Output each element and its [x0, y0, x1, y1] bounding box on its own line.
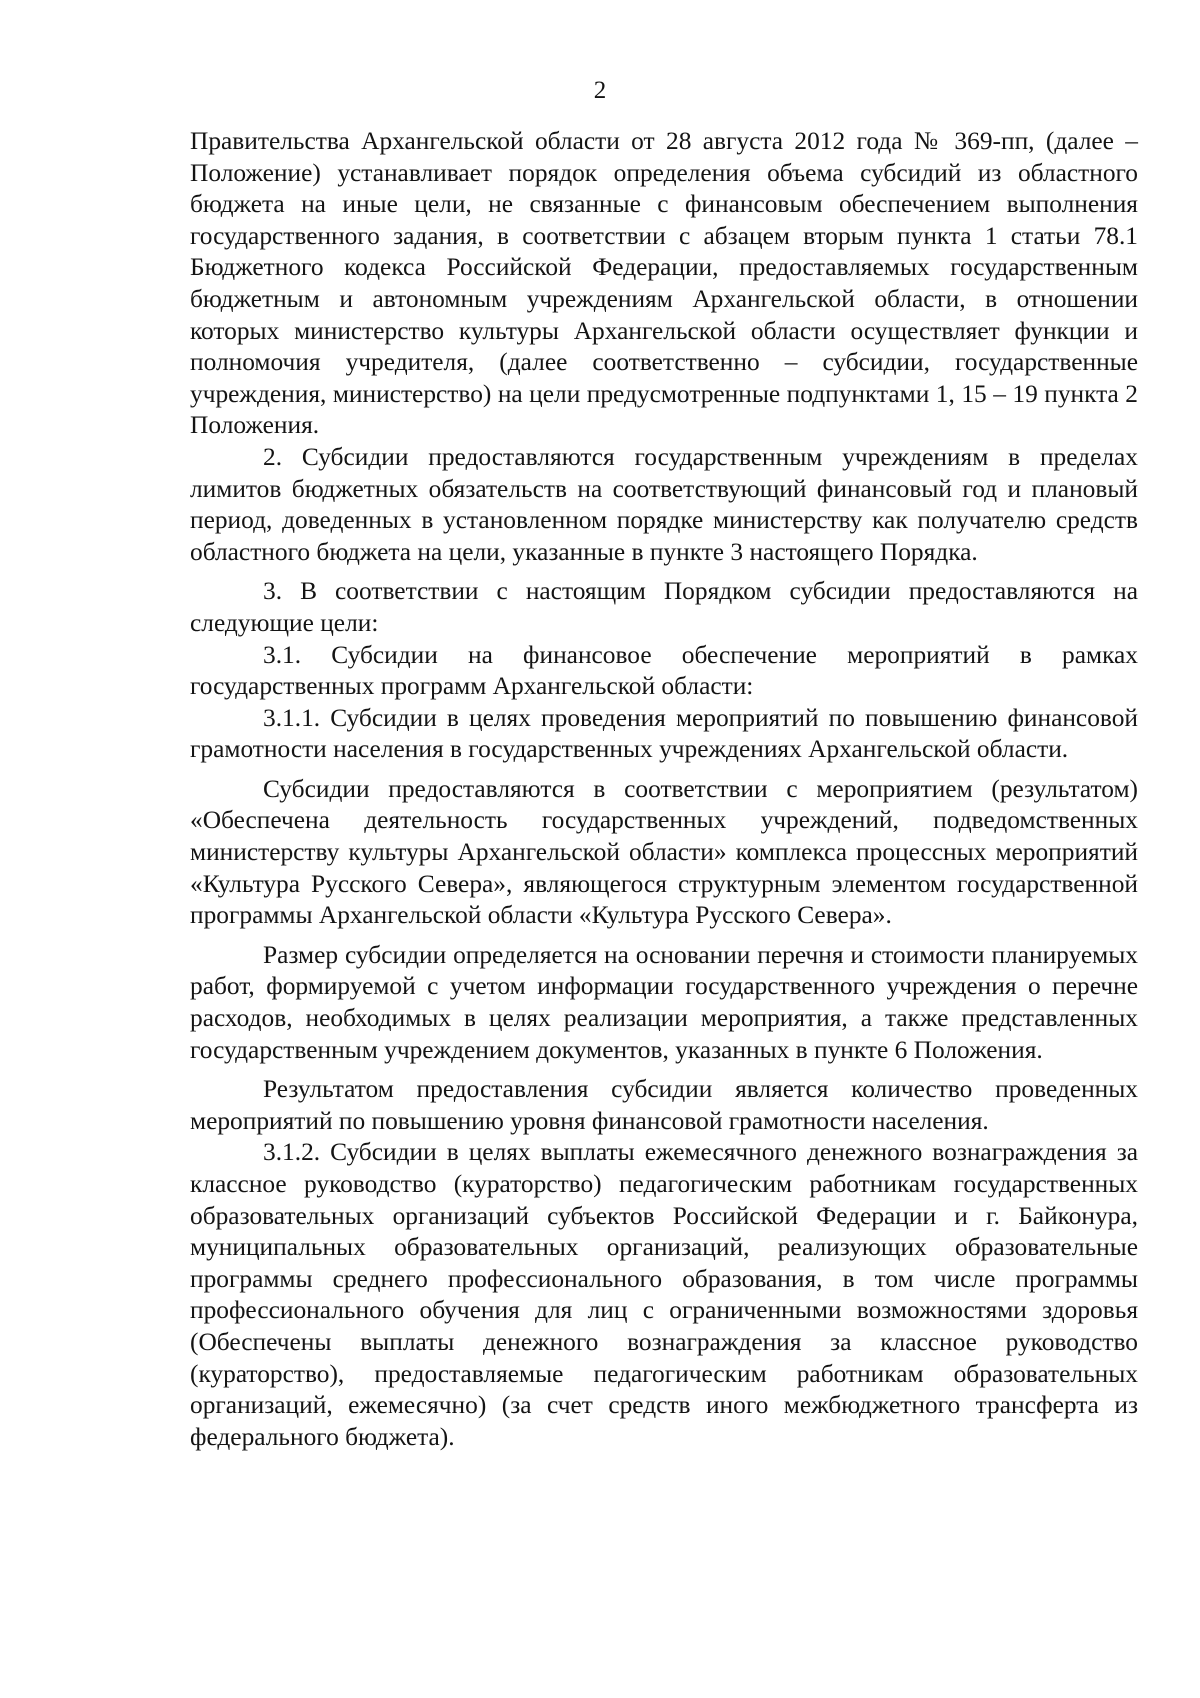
- page-number: 2: [593, 77, 607, 104]
- paragraph-subsidy-amount: Размер субсидии определяется на основании перечня и стоимости планируемых работ, формируемой с учетом информации государственного учреждения о перечне расходов, необходимых в целях реализации мероприятия, а также представленных государственным учреждением документов, указанных в пункте 6 Положения.: [190, 940, 1138, 1064]
- paragraph-subsidy-result: Результатом предоставления субсидии является количество проведенных мероприятий по повышению уровня финансовой грамотности населения.: [190, 1075, 1138, 1135]
- paragraph-item-2: 2. Субсидии предоставляются государственным учреждениям в пределах лимитов бюджетных обязательств на соответствующий финансовый год и плановый период, доведенных в установленном порядке министерству как получателю средств областного бюджета на цели, указанные в пункте 3 настоящего Порядка.: [190, 442, 1138, 566]
- paragraph-item-3-1: 3.1. Субсидии на финансовое обеспечение мероприятий в рамках государственных программ Архангельской области:: [190, 640, 1138, 701]
- document-body: [190, 126, 1138, 1453]
- paragraph-intro: Правительства Архангельской области от 28 августа 2012 года № 369-пп, (далее – Положение) устанавливает порядок определения объема субсидий из областного бюджета на иные цели, не связанные с финансовым обеспечением выполнения государственного задания, в соответствии с абзацем вторым пункта 1 статьи 78.1 Бюджетного кодекса Российской Федерации, предоставляемых государственным бюджетным и автономным учреждениям Архангельской области, в отношении которых министерство культуры Архангельской области осуществляет функции и полномочия учредителя, (далее соответственно – субсидии, государственные учреждения, министерство) на цели предусмотренные подпунктами 1, 15 – 19 пункта 2 Положения.: [190, 127, 1138, 440]
- paragraph-item-3-1-2: 3.1.2. Субсидии в целях выплаты ежемесячного денежного вознаграждения за классное руководство (кураторство) педагогическим работникам государственных образовательных организаций субъектов Российской Федерации и г. Байконура, муниципальных образовательных организаций, реализующих образовательные программы среднего профессионального образования, в том числе программы профессионального обучения для лиц с ограниченными возможностями здоровья (Обеспечены выплаты денежного вознаграждения за классное руководство (кураторство), предоставляемые педагогическим работникам образовательных организаций, ежемесячно) (за счет средств иного межбюджетного трансферта из федерального бюджета).: [190, 1138, 1138, 1451]
- paragraph-item-3: 3. В соответствии с настоящим Порядком субсидии предоставляются на следующие цели:: [190, 577, 1138, 637]
- paragraph-item-3-1-1: 3.1.1. Субсидии в целях проведения мероприятий по повышению финансовой грамотности населения в государственных учреждениях Архангельской области.: [190, 703, 1138, 764]
- paragraph-subsidy-basis: Субсидии предоставляются в соответствии с мероприятием (результатом) «Обеспечена деятельность государственных учреждений, подведомственных министерству культуры Архангельской области» комплекса процессных мероприятий «Культура Русского Севера», являющегося структурным элементом государственной программы Архангельской области «Культура Русского Севера».: [190, 774, 1138, 930]
